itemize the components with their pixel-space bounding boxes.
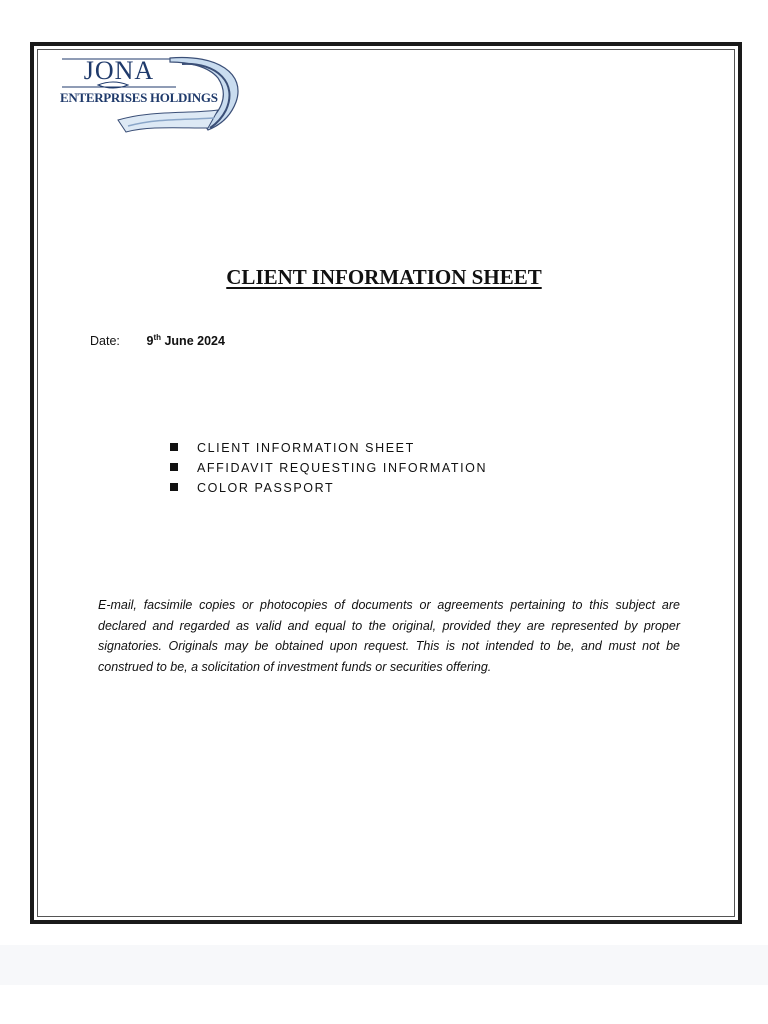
date-value — [146, 334, 224, 348]
list-item-label: COLOR PASSPORT — [197, 481, 335, 495]
date-label: Date: — [90, 334, 120, 349]
date-suffix: th — [153, 333, 161, 342]
logo-wordmark: JONA — [83, 56, 155, 85]
list-item-label: AFFIDAVIT REQUESTING INFORMATION — [197, 461, 488, 475]
square-bullet-icon — [170, 483, 178, 491]
logo-subtitle: ENTERPRISES HOLDINGS — [60, 90, 218, 105]
enclosure-list — [170, 438, 487, 498]
disclaimer-text: E-mail, facsimile copies or photocopies of documents or agreements pertaining to this subject are declared and regarded as valid and equal to the original, provided they are represented by proper signatories. Originals may be obtained upon request. This is not intended to be, and must not be construed to be, a solicitation of investment funds or securities offering. — [98, 598, 680, 674]
scan-margin — [0, 945, 768, 985]
square-bullet-icon — [170, 463, 178, 471]
date-row — [90, 333, 225, 348]
list-item — [170, 438, 487, 458]
document-title: CLIENT INFORMATION SHEET — [226, 265, 542, 289]
square-bullet-icon — [170, 443, 178, 451]
list-item — [170, 458, 487, 478]
list-item — [170, 478, 487, 498]
company-logo — [58, 52, 248, 136]
date-month-year: June 2024 — [161, 334, 225, 349]
list-item-label: CLIENT INFORMATION SHEET — [197, 441, 415, 455]
date-day: 9 — [146, 334, 154, 349]
